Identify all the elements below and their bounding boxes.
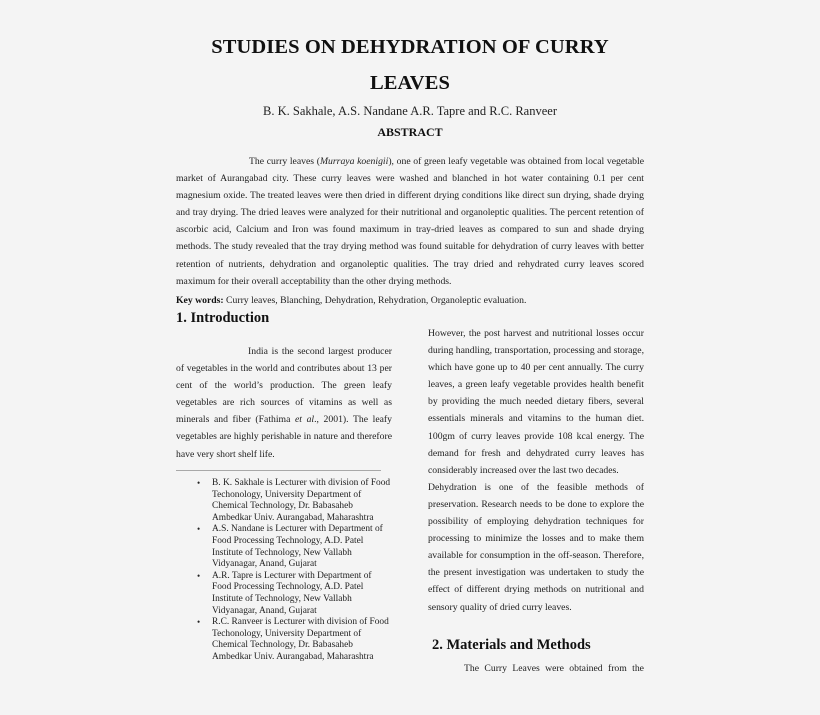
abstract-heading: ABSTRACT xyxy=(377,125,443,139)
bullet-icon: • xyxy=(197,570,201,581)
bullet-icon: • xyxy=(197,524,201,535)
left-column xyxy=(176,310,392,463)
materials-methods-heading: 2. Materials and Methods xyxy=(432,637,591,653)
abstract-text-start: The curry leaves ( xyxy=(249,156,320,167)
keywords-label: Key words: xyxy=(176,295,224,306)
footnote-divider xyxy=(176,470,381,471)
footnote-item xyxy=(176,571,392,617)
introduction-heading: 1. Introduction xyxy=(176,310,270,326)
materials-methods-text: The Curry Leaves were obtained from the xyxy=(464,663,644,674)
footnote-item xyxy=(176,478,392,524)
abstract-text-rest: ), one of green leafy vegetable was obtained from local vegetable market of Aurangabad city. These curry leaves were washed and blanched in hot water containing 0.1 per cent magnesium oxide. The treated leaves were then dried in different drying conditions like direct sun drying, shade drying and tray drying. The dried leaves were analyzed for their nutritional and organoleptic qualities. The percent retention of ascorbic acid, Calcium and Iron was found maximum in tray-dried leaves as compared to sun and shade drying methods. The study revealed that the tray drying method was found suitable for dehydration of curry leaves with better retention of nutrients, dehydration and organoleptic qualities. The tray dried and rehydrated curry leaves scored maximum for their overall acceptability than the other drying methods. xyxy=(176,156,644,287)
bullet-icon: • xyxy=(197,617,201,628)
intro-text-start: India is the second largest producer of vegetables in the world and contributes about 13 per cent of the world’s production. The green leafy vegetables are rich sources of vitamins as well as minerals and fiber (Fathima xyxy=(176,346,392,426)
keywords-list: Curry leaves, Blanching, Dehydration, Rehydration, Organoleptic evaluation. xyxy=(223,295,527,306)
right-column xyxy=(428,325,644,616)
bullet-icon: • xyxy=(197,478,201,488)
materials-methods-paragraph xyxy=(428,660,644,677)
paper-title-line-1: STUDIES ON DEHYDRATION OF CURRY xyxy=(211,36,609,58)
footnote-text: B. K. Sakhale is Lecturer with division of Food Techonology, University Department of Chemical Technology, Dr. Babasaheb Ambedkar Univ. Aurangabad, Maharashtra xyxy=(212,478,391,523)
introduction-paragraph xyxy=(176,343,392,463)
abstract-body xyxy=(176,153,644,290)
author-affiliations-footnotes xyxy=(176,478,392,664)
species-name: Murraya koenigii xyxy=(319,156,389,167)
footnote-text: A.S. Nandane is Lecturer with Department of Food Processing Technology, A.D. Patel Institute of Technology, New Vallabh Vidyanagar, Anand, Gujarat xyxy=(212,524,383,570)
footnote-text: A.R. Tapre is Lecturer with Department of Food Processing Technology, A.D. Patel Institute of Technology, New Vallabh Vidyanagar, Anand, Gujarat xyxy=(212,570,372,616)
keywords-line xyxy=(176,292,644,309)
citation-et-al: et al xyxy=(294,414,315,426)
paper-title-line-2: LEAVES xyxy=(370,72,450,94)
footnote-text: R.C. Ranveer is Lecturer with division of Food Techonology, University Department of Chemical Technology, Dr. Babasaheb Ambedkar Univ. Aurangabad, Maharashtra xyxy=(212,617,389,662)
footnote-item xyxy=(176,524,392,570)
losses-paragraph: However, the post harvest and nutritional losses occur during handling, transportation, processing and storage, which have gone up to 40 per cent annually. The curry leaves, a green leafy vegetable provides health benefit by providing the much needed dietary fibers, several essentials minerals and vitamins to the human diet. 100gm of curry leaves provide 108 kcal energy. The demand for fresh and dehydrated curry leaves has considerably increased over the last two decades. xyxy=(428,328,644,476)
dehydration-paragraph: Dehydration is one of the feasible methods of preservation. Research needs to be done to explore the possibility of employing dehydration techniques for processing to minimize the losses and to make them available for consumption in the off-season. Therefore, the present investigation was undertaken to study the effect of different drying methods on nutritional and sensory quality of dried curry leaves. xyxy=(428,481,644,613)
author-list: B. K. Sakhale, A.S. Nandane A.R. Tapre and R.C. Ranveer xyxy=(263,104,557,118)
footnote-item xyxy=(176,617,392,663)
intro-text-rest: ., 2001). The leafy vegetables are highly perishable in nature and therefore have very short shelf life. xyxy=(176,414,392,460)
